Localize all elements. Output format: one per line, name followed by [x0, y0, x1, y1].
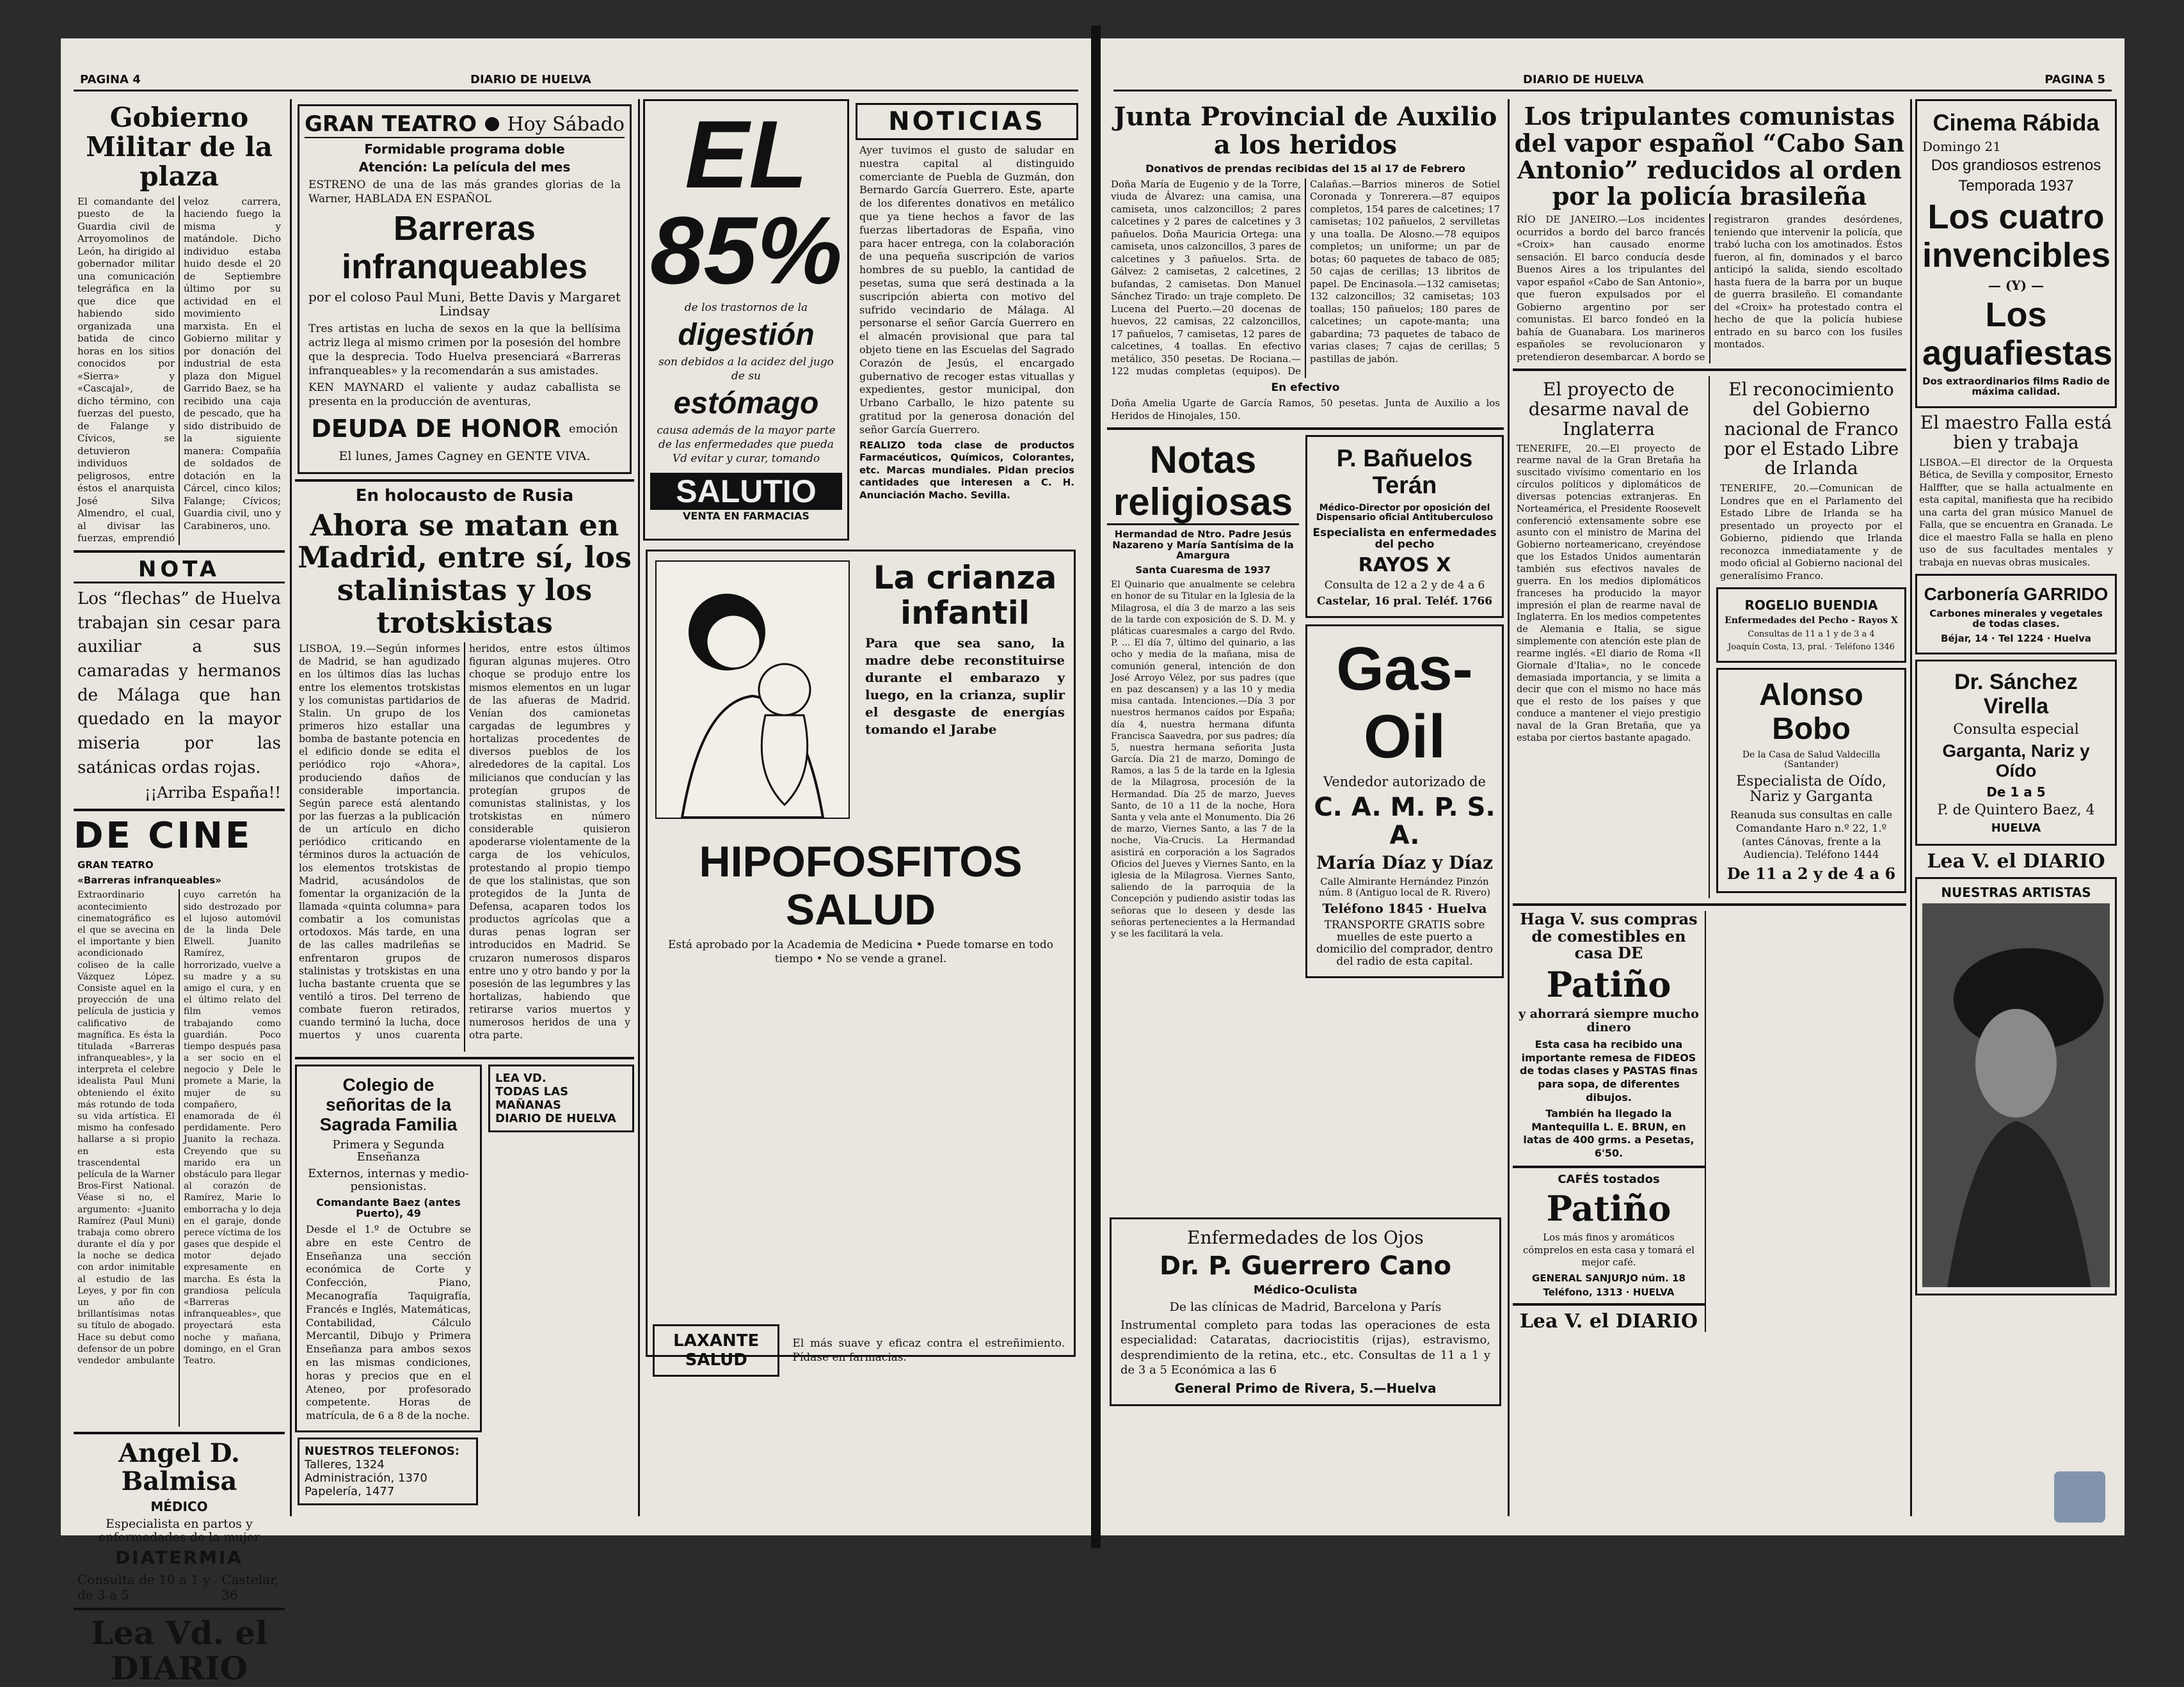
mother-child-illustration	[655, 560, 850, 819]
granteatro-cast: por el coloso Paul Muni, Bette Davis y Margaret Lindsay	[308, 289, 621, 319]
right-page	[1101, 38, 2124, 1535]
desarme-body: TENERIFE, 20.—El proyecto de rearme naval de la Gran Bretaña ha suscitado vivísimo comentario en los círculos políticos y diplomáticos de diversas potencias extranjeras. En Norteamérica, el Presidente Roosevelt conferenció extensamente sobre ese asunto con el ministro de Marina del Gobierno norteamericano, creyéndose que los Estados Unidos aumentarán también sus efectivos navales de guerra. En los medios diplomáticos franceses ha producido la mayor impresión el plan de rearme naval de Inglaterra. En los medios competentes de Alemania e Italia, se sigue simplemente con atención este plan de rearme inglés. «El diario de Roma «Il Giornale d'Italia», no le concede demasiada importancia, y se limita a decir que con el mismo no hace más que el resto de los países y que conduce a mantener el viejo prestigio naval de la Gran Bretaña, que ya estaba por ciertos bastante apagado.	[1517, 443, 1701, 743]
granteatro-next: El lunes, James Cagney en GENTE VIVA.	[339, 449, 591, 464]
page-number: PAGINA 5	[2045, 73, 2105, 86]
salutio-big: EL 85%	[650, 100, 843, 304]
crianza-ad	[646, 550, 1076, 1370]
artistas-title: NUESTRAS ARTISTAS	[1941, 884, 2091, 900]
salutio-brand: SALUTIO	[650, 473, 842, 510]
junta-sub: Donativos de prendas recibidas del 15 al 17 de Febrero	[1145, 162, 1465, 175]
rabida-date: Domingo 21	[1922, 138, 2001, 154]
telefonos-title: NUESTROS TELEFONOS:	[305, 1444, 460, 1458]
column-rule	[1508, 99, 1510, 1516]
bobo-body: Reanuda sus consultas en calle Comandante Haro n.º 22, 1.º (antes Cánovas, frente a la Audiencia). Teléfono 1444	[1730, 808, 1893, 861]
balmisa-footer	[77, 1572, 281, 1603]
left-column-2	[295, 99, 634, 1516]
crianza-body: Para que sea sano, la madre debe reconstituirse durante el embarazo y luego, en la crianza, suplir el desgaste de energías tomando el Jarabe	[865, 635, 1065, 737]
paper-name: DIARIO DE HUELVA	[470, 73, 591, 86]
virella-spec: Garganta, Nariz y Oído	[1942, 741, 2090, 781]
right-column-3	[1915, 99, 2117, 1516]
ojos-kicker: Enfermedades de los Ojos	[1187, 1227, 1424, 1249]
gobierno-title: Gobierno Militar de la plaza	[86, 102, 273, 193]
column-rule	[290, 99, 292, 1516]
junta-efectivo: Doña Amelia Ugarte de García Ramos, 50 pesetas. Junta de Auxilio a los Heridos de Hinojales, 150.	[1111, 397, 1500, 422]
granteatro-body: Tres artistas en lucha de sexos en la que la bellísima actriz llega al mismo crimen por la posesión del hombre que la desprecia. Todo Huelva presenciará «Barreras infranqueables» y la recomendarán a sus amistades.	[308, 322, 621, 378]
granteatro-film2-tag: emoción	[568, 422, 618, 436]
patino1-body: Esta casa ha recibido una importante remesa de FIDEOS de todas clases y PASTAS finas para sopa, de diferentes dibujos.	[1520, 1038, 1698, 1104]
gasoil-address: Calle Almirante Hernández Pinzón núm. 8 (Antiguo local de R. Rivero)	[1319, 876, 1490, 898]
nota-title: NOTA	[74, 558, 285, 583]
granteatro-intro: ESTRENO de una de las más grandes glorias de la Warner, HABLADA EN ESPAÑOL	[308, 178, 621, 206]
ojos-name: Dr. P. Guerrero Cano	[1160, 1251, 1451, 1281]
bobo-spec: Especialista de Oído, Nariz y Garganta	[1736, 773, 1886, 805]
artist-portrait-photo	[1922, 903, 2110, 1287]
patino1-save: y ahorrará siempre mucho dinero	[1518, 1007, 1699, 1034]
religiosas-body: El Quinario que anualmente se celebra en honor de su Titular en la Iglesia de la Milagrosa, el día 3 de marzo a las seis de la tarde con exposición de S. D. M. y pláticas cuaresmales a cargo del Rvdo. P. ... El día 7, último del quinario, a las ocho y media de la mañana, misa de comunión general, intención de don José Arroyo Vélez, por sus padres (que en paz descansen) y a las 10 y media misa cantada. Intenciones.—Día 3 por nuestros hermanos caídos por España; día 4, nuestra hermana difunta Francisca Saavedra, por sus padres; día 5, nuestra hermana señorita Justa García. Día 21 de marzo, Domingo de Ramos, a las 5 de la tarde en la Iglesia de la Milagrosa, procesión de la Hermandad. Día 25 de marzo, Jueves Santo, de 10 a 11 de la noche, Hora Santa y vela ante el Monumento. Día 26 de marzo, Viernes Santo, a las 7 de la noche, Via-Crucis. La Hermandad asistirá en corporación a los Sagrados Oficios del Jueves y Viernes Santo, en la iglesia de la Milagrosa. Viernes Santo, saliendo de la parroquia de la Concepción y pudiendo asistir todas las señoras que lo deseen y desde las señoras pertenecientes a la Hermandad y se les facilitará la vela.	[1111, 580, 1295, 939]
rabida-season: Temporada 1937	[1958, 177, 2074, 194]
rabida-note: Dos extraordinarios films Radio de máxima calidad.	[1922, 375, 2110, 398]
telefono-papeleria: Papelería, 1477	[305, 1484, 395, 1498]
gasoil-brand: C. A. M. P. S. A.	[1314, 792, 1495, 850]
nota-sign: ¡¡Arriba España!!	[144, 784, 281, 802]
lea-list	[488, 1065, 634, 1132]
noticias-block	[856, 99, 1078, 541]
mother-child-icon	[657, 562, 849, 818]
artistas-box	[1915, 877, 2117, 1295]
granteatro-film2: DEUDA DE HONOR	[311, 414, 561, 443]
garrido-address: Béjar, 14 · Tel 1224 · Huelva	[1940, 632, 2092, 644]
balmisa-service: DIATERMIA	[115, 1547, 243, 1569]
virella-ad	[1915, 660, 2117, 846]
falla-body: LISBOA.—El director de la Orquesta Bética, de Sevilla y compositor, Ernesto Halffter, que se halla actualmente en esta capital, manifiesta que ha recibido una carta del gran músico Manuel de Falla, que se encuentra en Granada. Le dice el maestro Falla se halla en pleno uso de sus facultades mentales y trabaja en nuevas obras musicales.	[1919, 456, 2113, 568]
ojos-clinics: De las clínicas de Madrid, Barcelona y París	[1169, 1299, 1442, 1314]
lea-list-2: TODAS LAS MAÑANAS	[495, 1085, 569, 1113]
gasoil-title: Gas-Oil	[1336, 635, 1473, 771]
bobo-name: Alonso Bobo	[1759, 678, 1863, 746]
rabida-line: Dos grandiosos estrenos	[1931, 156, 2101, 174]
bobo-from: De la Casa de Salud Valdecilla (Santander)	[1742, 749, 1881, 770]
cine-body: Extraordinario acontecimiento cinematográfico es el que se avecina en el importante y bien acondicionado coliseo de la calle Vázquez López. Consiste aquel en la proyección de una película de justicia y calificativo de magnífica. Es ésta la titulada «Barreras infranqueables», y la interpreta el celebre idealista Paul Muni obteniendo el éxito más rotundo de toda su vida artística. El mismo ha confesado hallarse a si propio en esta trascendental película de la Warner Bros-First National. Véase si no, el argumento: «Juanito Ramírez (Paul Muni) trabaja como obrero durante el día y por la noche se dedica con ardor inimitable al estudio de las Leyes, y por fin con un año de brillantísimas notas su título de abogado. Hace su debut como defensor de un pobre vendedor ambulante cuyo carretón ha sido destrozado por el lujoso automóvil de la linda Dele Elwell. Juanito Ramírez, horrorizado, vuelve a su madre y a su amigo el cura, y en el último relato del film vemos trabajando como guardián. Poco tiempo después pasa a ser socio en el negocio y Dele le promete a Marie, la mujer de su compañero, enamorada de él perdidamente. Pero Juanito la rechaza. Creyendo que su marido era un obstáculo para llegar al corazón de Ramírez, Marie lo emborracha y lo deja en el garaje, donde perece víctima de los gases que despide el motor dejado expresamente en marcha. Es ésta la grandiosa película «Barreras infranqueables», que proyectará esta noche y mañana, domingo, en el Gran Teatro.	[77, 890, 281, 1366]
colegio-line2: Externos, internas y medio-pensionistas.	[308, 1167, 469, 1193]
salutio-text3: causa además de la mayor parte de las enfermedades que pueda Vd evitar y curar, tomando	[657, 424, 836, 466]
left-column-1	[74, 99, 285, 1687]
ojos-role: Médico-Oculista	[1253, 1283, 1358, 1297]
colegio-line1: Primera y Segunda Enseñanza	[332, 1137, 445, 1164]
crianza-note: Está aprobado por la Academia de Medicina • Puede tomarse en todo tiempo • No se vende a granel.	[667, 938, 1054, 965]
rabida-title: Cinema Rábida	[1933, 109, 2100, 136]
cine-title: DE CINE	[74, 814, 253, 857]
book-gutter	[1091, 26, 1101, 1548]
ojos-address: General Primo de Rivera, 5.—Huelva	[1174, 1381, 1437, 1397]
rabida-film2: Los aguafiestas	[1922, 296, 2113, 372]
balmisa-hours: Consulta de 10 a 1 y de 3 a 5	[77, 1572, 211, 1603]
gobierno-body: El comandante del puesto de la Guardia civil de Arroyomolinos de León, ha dirigido al gobernador militar una comunicación telegráfica en la que dice que habiendo sido organizada una batida de cinco horas en los sitios conocidos por «Sierra» y «Cascajal», de dicho término, con fuerzas del puesto, de Falange y Cívicos, se detuvieron individuos peligrosos, entre éstos el anarquista José Silva Almendro, el cual, al divisar las fuerzas, emprendió veloz carrera, haciendo fuego la misma y matándole. Dicho individuo estaba huido desde el 20 de Septiembre último por su actividad en el movimiento marxista. En el Gobierno militar y por donación del industrial de esta plaza don Miguel Garrido Baez, se ha recibido una caja de pescado, que ha sido distribuido de la siguiente manera: Compañía de soldados de dotación en la Cárcel, cinco kilos; Falange; Cívicos; Guardia civil, uno y Carabineros, uno.	[77, 195, 281, 544]
balmisa-address: Castelar, 36	[221, 1572, 279, 1603]
rusia-kicker: En holocausto de Rusia	[355, 486, 574, 506]
crianza-title: La crianza infantil	[873, 559, 1057, 631]
left-page-header	[74, 70, 1078, 91]
balmisa-spec: Especialista en partos y enfermedades de la mujer	[98, 1517, 260, 1545]
patino2-address: GENERAL SANJURJO núm. 18	[1532, 1272, 1686, 1284]
irlanda-title: El reconocimiento del Gobierno nacional de Franco por el Estado Libre de Irlanda	[1723, 379, 1899, 479]
cine-subtitle: GRAN TEATRO	[77, 859, 154, 871]
bobo-hours: De 11 a 2 y de 4 a 6	[1726, 864, 1896, 883]
desarme-title: El proyecto de desarme naval de Inglaterra	[1528, 379, 1689, 440]
colegio-address: Comandante Baez (antes Puerto), 49	[316, 1196, 461, 1220]
buendia-hours: Consultas de 11 a 1 y de 3 a 4	[1748, 629, 1875, 639]
left-page	[61, 38, 1091, 1687]
gasoil-ad	[1305, 624, 1504, 978]
banuelos-service: RAYOS X	[1358, 554, 1451, 577]
crianza-product: HIPOFOSFITOS SALUD	[699, 837, 1023, 934]
ojos-body: Instrumental completo para todas las operaciones de esta especialidad: Cataratas, dacriocistitis (rijas), estravismo, desprendimiento de la retina, etc., etc. Consultas de 11 a 1 y de 3 a 5 Económica a las 6	[1120, 1318, 1490, 1377]
salutio-sale: VENTA EN FARMACIAS	[683, 509, 809, 522]
realizo-ad: REALIZO toda clase de productos Farmacéuticos, Químicos, Colorantes, etc. Marcas mundiales. Pidan precios cantidades que interesen a C. H. Anunciación Macho. Sevilla.	[859, 439, 1074, 501]
religiosas-title: Notas religiosas	[1107, 439, 1299, 525]
salutio-word1: digestión	[678, 318, 815, 352]
granteatro-film: Barreras infranqueables	[341, 209, 588, 286]
gasoil-names: María Díaz y Díaz	[1316, 851, 1494, 873]
garrido-ad	[1915, 574, 2117, 654]
rusia-body: LISBOA, 19.—Según informes de Madrid, se han agudizado en los últimos días las luchas entre los elementos trotskistas y los comunistas partidarios de Stalin. Un grupo de los primeros hizo estallar una bomba de bastante potencia en el edificio donde se edita el periódico rojo «Ahora», produciendo daños de considerable importancia. Según parece está alentando por las fuerzas a la publicación de un artículo en dicho periódico criticando en términos duros la actuación de los elementos trotskistas de Madrid, acusándolos de fomentar la organización de la llamada «quinta columna» para combatir a los comunistas ortodoxos. Más tarde, en una de las calles madrileñas se enfrentaron grupos de stalinistas y trotskistas en una lucha bastante cruenta que se ventiló a tiros. Del terreno de combate fueron retirados, cuando terminó la lucha, doce muertos y unos cuarenta heridos, entre estos últimos figuran algunas mujeres. Otro choque se produjo entre los mismos elementos en un lugar de las afueras de Madrid. Venían dos camionetas cargadas de legumbres y hortalizas procedentes de diversos pueblos de los alrededores de la capital. Los milicianos que conducían y las protegían grupos de comunistas stalinistas, y los trotskistas en número considerable quisieron apoderarse violentamente de la carga de los vehículos, protestando al propio tiempo de que los stalinistas, que son protegidos de la Junta de Defensa, acaparen todos los productos agrícolas que a duras penas logran ser introducidos en Madrid. Se cruzaron numerosos disparos entre uno y otro bando y por la posesión de las legumbres y las hortalizas, habiendo que retirarse varios muertos y numerosos heridos de una y otra parte.	[299, 643, 630, 1042]
bullet-icon	[485, 117, 499, 131]
lea-right: Lea V. el DIARIO	[1519, 1310, 1698, 1333]
gasoil-line1: Vendedor autorizado de	[1323, 773, 1486, 789]
telefono-administracion: Administración, 1370	[305, 1471, 427, 1485]
rabida-y: — (Y) —	[1988, 278, 2045, 294]
virella-line: Consulta especial	[1953, 722, 2079, 738]
banuelos-role: Médico-Director por oposición del Dispensario oficial Antituberculoso	[1316, 502, 1494, 523]
granteatro-program: Formidable programa doble	[364, 141, 565, 157]
gasoil-phone: Teléfono 1845 · Huelva	[1322, 901, 1487, 917]
portrait-icon	[1922, 903, 2110, 1287]
nota-body: Los “flechas” de Huelva trabajan sin cesar para auxiliar a sus camaradas y hermanos de Málaga que han quedado en la mayor miseria por las satánicas ordas rojas.	[77, 589, 281, 777]
buendia-name: ROGELIO BUENDIA	[1744, 598, 1878, 614]
colegio-body: Desde el 1.º de Octubre se abre en este Centro de Enseñanza una sección económica de Corte y Confección, Piano, Mecanografía Taquigrafía, Francés e Inglés, Matemáticas, Contabilidad, Cálculo Mercantil, Dibujo y Primera Enseñanza para ambos sexos en las mismas condiciones, horas y precios que en el Ateneo, por profesorado competente. Horas de matrícula, de 6 a 8 de la noche.	[306, 1223, 471, 1422]
patino-block	[1513, 911, 1706, 1331]
column-rule	[638, 99, 640, 1516]
patino1-body2: También ha llegado la Mantequilla L. E. BRUN, en latas de 400 grms. a Pesetas, 6'50.	[1523, 1107, 1694, 1160]
left-column-3	[643, 99, 1078, 1516]
cine-film: «Barreras infranqueables»	[77, 874, 221, 886]
irlanda-body: TENERIFE, 20.—Comunican de Londres que en el Parlamento del Estado Libre de Irlanda se ha presentado un proyecto por el Gobierno, pidiendo que Irlanda reconozca inmediatamente y de modo oficial al Gobierno nacional del generalísimo Franco.	[1720, 482, 1902, 582]
granteatro-ad	[298, 104, 632, 474]
rabida-ad	[1915, 99, 2117, 408]
salutio-text1: de los trastornos de la	[684, 301, 808, 314]
rusia-title: Ahora se matan en Madrid, entre sí, los stalinistas y los trotskistas	[298, 507, 632, 640]
gasoil-transport: TRANSPORTE GRATIS sobre muelles de este puerto a domicilio del comprador, dentro del radio de esta capital.	[1316, 919, 1494, 968]
paper-name: DIARIO DE HUELVA	[1523, 73, 1644, 86]
lea-list-1: LEA VD.	[495, 1072, 546, 1086]
religiosas-sub2: Santa Cuaresma de 1937	[1135, 564, 1271, 576]
ojos-ad	[1110, 1217, 1501, 1406]
religiosas-sub: Hermandad de Ntro. Padre Jesús Nazareno y María Santísima de la Amargura	[1112, 528, 1294, 562]
lea-diario: Lea Vd. el DIARIO	[90, 1614, 268, 1687]
salutio-text2: son debidos a la acidez del jugo de su	[658, 356, 834, 383]
banuelos-ad	[1305, 435, 1504, 618]
garrido-title: Carbonería GARRIDO	[1924, 584, 2108, 605]
garrido-body: Carbones minerales y vegetales de todas clases.	[1929, 607, 2103, 630]
banuelos-hours: Consulta de 12 a 2 y de 4 a 6	[1324, 579, 1485, 592]
virella-name: Dr. Sánchez Virella	[1954, 670, 2078, 718]
laxante-note: El más suave y eficaz contra el estreñimiento. Pídase en farmacias.	[792, 1336, 1065, 1364]
patino2-body: Los más finos y aromáticos cómprelos en esta casa y tomará el mejor café.	[1523, 1232, 1694, 1269]
granteatro-ken: KEN MAYNARD el valiente y audaz caballista se presenta en la producción de aventuras,	[308, 381, 621, 409]
buendia-address: Joaquín Costa, 13, pral. · Teléfono 1346	[1728, 642, 1895, 652]
telefonos-box	[298, 1438, 478, 1505]
patino1-lead: Haga V. sus compras de comestibles en casa DE	[1520, 910, 1698, 963]
right-column-1	[1107, 99, 1504, 1516]
bobo-ad	[1716, 668, 1906, 893]
telefono-talleres: Talleres, 1324	[305, 1457, 385, 1471]
right-page-header	[1113, 70, 2112, 91]
colegio-ad	[295, 1065, 482, 1432]
rabida-film1: Los cuatro invencibles	[1922, 198, 2111, 274]
virella-city: HUELVA	[1991, 821, 2041, 836]
laxante-label: LAXANTE SALUD	[653, 1324, 779, 1377]
noticias-body: Ayer tuvimos el gusto de saludar en nuestra capital al distinguido comerciante de Puebla de Guzmán, don Bernardo García Guerrero. Este, aparte de los diferentes donativos en metálico que ya tiene hechos a favor de las fuerzas libertadoras de España, vino para hacer entrega, con la colaboración de una pequeña suscripción de varios hombres de su pueblo, la cantidad de pesetas, suma que será destinada a la suscripción abierta con motivo del sufrido vecindario de Málaga. Al personarse el señor García Guerrero en el almacén provisional que para tal objeto tiene en las Escuelas del Sagrado Corazón de Jesús, el encargado gubernativo de recoger estas vituallas y expedientes, gestor municipal, don Urbano Carballo, le hizo patente su gratitud por la generosa donación del señor García Guerrero.	[859, 144, 1074, 436]
virella-hours: De 1 a 5	[1986, 784, 2046, 800]
tripulantes-body: RÍO DE JANEIRO.—Los incidentes ocurridos a bordo del barco francés «Croix» han causado enorme sensación. El barco conducía desde Buenos Aires a los tripulantes del vapor español «Cabo de San Antonio», que fueron expulsados por el Gobierno argentino por ser comunistas. El barco fondeó en la bahía de Guanabara. Los marineros españoles se revolucionaron y pretendieron desembarcar. A bordo se registraron grandes desórdenes, teniendo que intervenir la policía, que trabó lucha con los amotinados. Éstos fueron, al fin, dominados y el barco anticipó la salida, siendo escoltado hasta fuera de la barra por un buque de guerra brasileño. El comandante del «Croix» ha protestado contra el hecho de que la policía hubiese entrado en su barco con los fusiles montados.	[1517, 214, 1902, 363]
banuelos-address: Castelar, 16 pral. Teléf. 1766	[1316, 594, 1493, 608]
noticias-title: NOTICIAS	[856, 103, 1078, 140]
right-column-2	[1513, 99, 1906, 1516]
patino2-name: Patiño	[1546, 1187, 1671, 1229]
patino2-lead: CAFÉS tostados	[1558, 1173, 1660, 1186]
side-notes	[488, 1065, 634, 1432]
tripulantes-title: Los tripulantes comunistas del vapor español “Cabo San Antonio” reducidos al orden por la policía brasileña	[1514, 102, 1905, 211]
junta-body: Doña María de Eugenio y de la Torre, viuda de Álvarez: una camisa, una camiseta, unos calzoncillos; 2 pares calcetines y 2 pares de calcetines y 3 pañuelos. Doña Mauricia Ortega: una camiseta, unos calzoncillos, 3 pares de calcetines y 3 pañuelos. Srta. de Gálvez: 2 camisetas, 2 calcetines, 2 bufandas, 2 camisetas. Don Manuel Sánchez Tirado: un traje completo. De Lucena del Puerto.—20 docenas de huevos, 22 camisas, 22 calzoncillos, 17 pañuelos, 7 camisetas, 12 pares de calcetines, 4 toallas. En efectivo metálico, 350 pesetas. De Rociana.—122 mudas completas (equipos). De Calañas.—Barrios mineros de Sotiel Coronada y Tonrerera.—87 equipos completos, 154 pares de calcetines; 17 camisetas; 102 pañuelos, 2 servilletas y una toalla. De Alosno.—78 equipos completos; un uniforme; un par de botas; 60 paquetes de tabaco de 085; 50 cajas de cerillas; 13 libritos de papel. De Encinasola.—132 camisetas; 132 calzoncillos; 32 camisetas; 103 toallas; 150 pañuelos; 180 pares de calcetines; un capote-manta; una gabardina; 73 paquetes de tabaco de varias clases; 7 cajas de cerillas; 5 pastillas de jabón.	[1111, 178, 1500, 377]
lea-right-2: Lea V. el DIARIO	[1927, 850, 2105, 873]
granteatro-title: GRAN TEATRO	[305, 111, 477, 137]
balmisa-name: Angel D. Balmisa	[118, 1438, 240, 1497]
column-rule	[1910, 99, 1912, 1516]
balmisa-role: MÉDICO	[150, 1499, 208, 1515]
page-number: PAGINA 4	[80, 73, 141, 86]
buendia-spec: Enfermedades del Pecho - Rayos X	[1725, 615, 1898, 626]
virella-address: P. de Quintero Baez, 4	[1937, 802, 2095, 818]
lea-list-3: DIARIO DE HUELVA	[495, 1112, 616, 1126]
junta-efectivo-title: En efectivo	[1271, 381, 1340, 394]
granteatro-attention: Atención: La película del mes	[358, 159, 571, 175]
junta-title: Junta Provincial de Auxilio a los heridos	[1113, 102, 1497, 160]
banuelos-spec: Especialista en enfermedades del pecho	[1312, 526, 1497, 551]
banuelos-name: P. Bañuelos Terán	[1336, 445, 1473, 500]
patino1-name: Patiño	[1546, 963, 1671, 1005]
buendia-ad	[1716, 587, 1906, 663]
falla-title: El maestro Falla está bien y trabaja	[1920, 411, 2112, 453]
patino2-phone: Teléfono, 1313 · HUELVA	[1543, 1287, 1675, 1299]
salutio-ad	[643, 99, 849, 541]
salutio-word2: estómago	[673, 386, 819, 421]
colegio-title: Colegio de señoritas de la Sagrada Familia	[319, 1075, 458, 1134]
library-watermark-icon	[2054, 1471, 2105, 1523]
granteatro-when: Hoy Sábado	[507, 113, 625, 136]
